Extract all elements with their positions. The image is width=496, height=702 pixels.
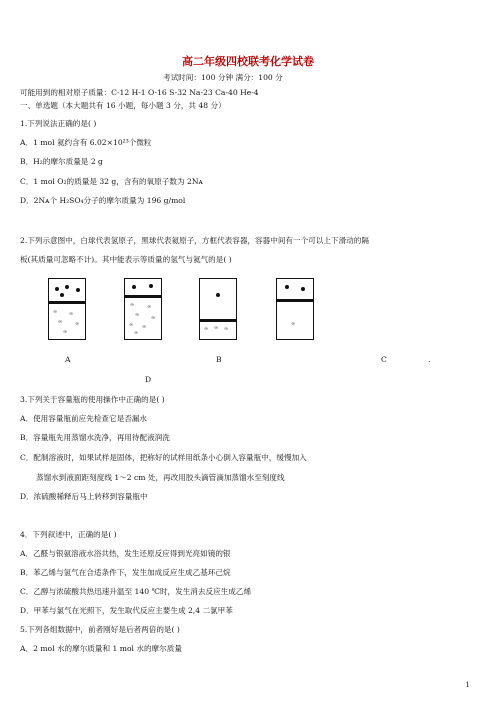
hydrogen-molecule: ∞ bbox=[63, 329, 68, 335]
diagram-b-container bbox=[124, 278, 162, 340]
q4-option-c: C．乙醇与浓硫酸共热迅速升温至 140 ℃时，发生消去反应生成乙烯 bbox=[20, 587, 252, 596]
page-number: 1 bbox=[465, 681, 470, 689]
q1-option-d: D．2Nᴀ个 H₂SO₄分子的摩尔质量为 196 g/mol bbox=[20, 196, 186, 205]
q1-option-c: C．1 mol O₂的质量是 32 g，含有的氧原子数为 2Nᴀ bbox=[20, 177, 203, 186]
helium-atom bbox=[132, 285, 136, 289]
hydrogen-molecule: ∞ bbox=[75, 321, 80, 327]
q3-option-b: B．容量瓶先用蒸馏水洗净，再用待配液润洗 bbox=[20, 433, 170, 442]
q4-option-b: B．苯乙烯与氢气在合适条件下，发生加成反应生成乙基环己烷 bbox=[20, 568, 231, 577]
q3-option-c-line1: C．配制溶液时，如果试样是固体，把称好的试样用纸条小心倒入容量瓶中，缓慢加入 bbox=[20, 453, 307, 462]
helium-atom bbox=[285, 285, 289, 289]
hydrogen-molecule: ∞ bbox=[69, 311, 74, 317]
q5-option-a: A．2 mol 水的摩尔质量和 1 mol 水的摩尔质量 bbox=[20, 644, 182, 653]
helium-atom bbox=[149, 284, 153, 288]
diagram-a-container bbox=[48, 278, 86, 340]
q4-option-a: A．乙醛与银氨溶液水浴共热，发生还原反应得到光亮如镜的银 bbox=[20, 549, 231, 558]
diagram-b-partition bbox=[125, 295, 161, 298]
hydrogen-molecule: ∞ bbox=[142, 324, 147, 330]
hydrogen-molecule: ∞ bbox=[214, 325, 219, 331]
section-heading: 一、单选题（本大题共有 16 小题，每小题 3 分，共 48 分） bbox=[20, 101, 226, 110]
helium-atom bbox=[301, 287, 305, 291]
q1-option-a: A．1 mol 氦约含有 6.02×10²³个微粒 bbox=[20, 138, 152, 147]
q1-option-b: B．H₂的摩尔质量是 2 g bbox=[20, 157, 103, 166]
exam-info: 考试时间：100 分钟 满分：100 分 bbox=[163, 73, 283, 82]
page-title: 高二年级四校联考化学试卷 bbox=[182, 55, 314, 68]
diagram-c-partition bbox=[200, 319, 236, 322]
diagram-label-a: A bbox=[65, 355, 71, 364]
helium-atom bbox=[65, 285, 69, 289]
helium-atom bbox=[76, 288, 80, 292]
hydrogen-molecule: ∞ bbox=[147, 304, 152, 310]
diagram-label-c: C bbox=[381, 355, 387, 364]
q3-option-c-line2: 蒸馏水到液面距刻度线 1～2 cm 处，再改用胶头滴管滴加蒸馏水至刻度线 bbox=[36, 473, 285, 482]
diagram-d-container bbox=[276, 278, 314, 340]
helium-atom bbox=[60, 293, 64, 297]
q5-stem: 5.下列各组数据中，前者刚好是后者两倍的是( ) bbox=[20, 625, 180, 634]
hydrogen-molecule: ∞ bbox=[129, 322, 134, 328]
hydrogen-molecule: ∞ bbox=[58, 319, 63, 325]
diagram-label-c-dot: . bbox=[428, 355, 431, 364]
hydrogen-molecule: ∞ bbox=[135, 312, 140, 318]
atomic-masses: 可能用到的相对原子质量：C-12 H-1 O-16 S-32 Na-23 Ca-40 He-4 bbox=[20, 88, 259, 97]
hydrogen-molecule: ∞ bbox=[151, 315, 156, 321]
q3-option-d: D．浓硫酸稀释后马上转移到容量瓶中 bbox=[20, 492, 148, 501]
diagram-a-partition bbox=[49, 301, 85, 304]
q3-stem: 3.下列关于容量瓶的使用操作中正确的是( ) bbox=[20, 395, 165, 404]
q4-option-d: D．甲苯与氯气在光照下，发生取代反应主要生成 2,4 二氯甲苯 bbox=[20, 606, 233, 615]
diagram-label-d: D bbox=[145, 375, 152, 384]
diagram-d-partition bbox=[277, 299, 313, 302]
diagram-c-container bbox=[199, 278, 237, 340]
hydrogen-molecule: ∞ bbox=[134, 330, 139, 336]
diagram-label-b: B bbox=[216, 355, 222, 364]
hydrogen-molecule: ∞ bbox=[291, 321, 296, 327]
q2-stem-line2: 板(其质量可忽略不计)。其中能表示等质量的氢气与氦气的是( ) bbox=[20, 255, 232, 264]
helium-atom bbox=[216, 293, 220, 297]
q1-stem: 1.下列说法正确的是( ) bbox=[20, 119, 97, 128]
helium-atom bbox=[55, 287, 59, 291]
q3-option-a: A．使用容量瓶前应先检查它是否漏水 bbox=[20, 414, 147, 423]
hydrogen-molecule: ∞ bbox=[204, 326, 209, 332]
hydrogen-molecule: ∞ bbox=[224, 326, 229, 332]
hydrogen-molecule: ∞ bbox=[130, 302, 135, 308]
hydrogen-molecule: ∞ bbox=[53, 309, 58, 315]
q4-stem: 4．下列叙述中，正确的是( ) bbox=[20, 530, 117, 539]
q2-stem-line1: 2.下列示意图中，白球代表氢原子，黑球代表氦原子，方框代表容器，容器中间有一个可以上下滑动的隔 bbox=[20, 236, 369, 245]
